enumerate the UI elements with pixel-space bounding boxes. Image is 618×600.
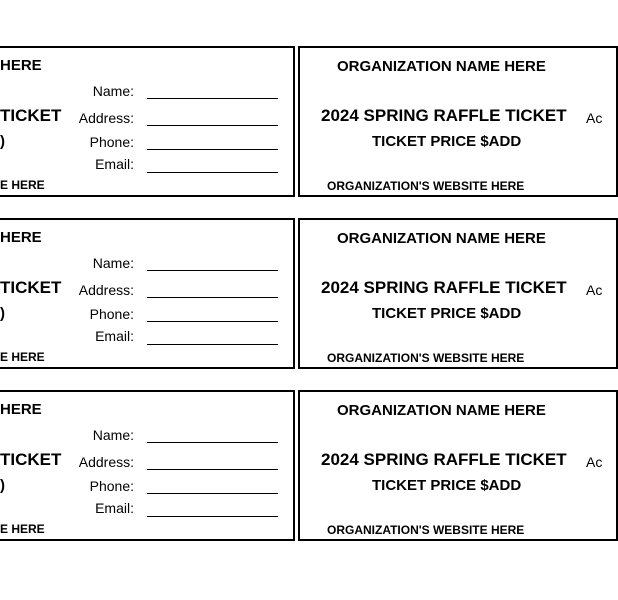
raffle-title: 2024 SPRING RAFFLE TICKET — [321, 278, 567, 297]
name-line — [147, 270, 278, 271]
email-line — [147, 172, 278, 173]
phone-label: Phone: — [89, 478, 134, 494]
phone-label: Phone: — [89, 134, 134, 150]
right-fragment: Ac — [586, 110, 603, 126]
email-label: Email: — [95, 328, 134, 344]
phone-line — [147, 149, 278, 150]
email-line — [147, 516, 278, 517]
name-label: Name: — [92, 83, 134, 99]
ticket-price: TICKET PRICE $ADD — [372, 305, 522, 322]
address-label: Address: — [78, 110, 134, 126]
name-line — [147, 442, 278, 443]
stub-title-fragment: TICKET — [0, 106, 62, 125]
raffle-title: 2024 SPRING RAFFLE TICKET — [321, 450, 567, 469]
stub-org-fragment: HERE — [0, 401, 42, 418]
phone-line — [147, 321, 278, 322]
stub-website-fragment: E HERE — [0, 178, 45, 192]
email-label: Email: — [95, 156, 134, 172]
name-label: Name: — [92, 255, 134, 271]
stub-website-fragment: E HERE — [0, 350, 45, 364]
email-line — [147, 344, 278, 345]
organization-website: ORGANIZATION'S WEBSITE HERE — [327, 523, 525, 537]
name-line — [147, 98, 278, 99]
stub-price-fragment: ) — [0, 305, 5, 322]
phone-line — [147, 493, 278, 494]
address-label: Address: — [78, 282, 134, 298]
stub-org-fragment: HERE — [0, 229, 42, 246]
phone-label: Phone: — [89, 306, 134, 322]
address-line — [147, 469, 278, 470]
stub-org-fragment: HERE — [0, 57, 42, 74]
organization-website: ORGANIZATION'S WEBSITE HERE — [327, 179, 525, 193]
ticket-price: TICKET PRICE $ADD — [372, 477, 522, 494]
ticket-price: TICKET PRICE $ADD — [372, 133, 522, 150]
stub-title-fragment: TICKET — [0, 278, 62, 297]
email-label: Email: — [95, 500, 134, 516]
organization-name: ORGANIZATION NAME HERE — [337, 230, 546, 247]
raffle-title: 2024 SPRING RAFFLE TICKET — [321, 106, 567, 125]
stub-title-fragment: TICKET — [0, 450, 62, 469]
stub-price-fragment: ) — [0, 133, 5, 150]
right-fragment: Ac — [586, 454, 603, 470]
address-line — [147, 297, 278, 298]
address-label: Address: — [78, 454, 134, 470]
organization-name: ORGANIZATION NAME HERE — [337, 58, 546, 75]
address-line — [147, 125, 278, 126]
stub-website-fragment: E HERE — [0, 522, 45, 536]
stub-price-fragment: ) — [0, 477, 5, 494]
organization-name: ORGANIZATION NAME HERE — [337, 402, 546, 419]
right-fragment: Ac — [586, 282, 603, 298]
organization-website: ORGANIZATION'S WEBSITE HERE — [327, 351, 525, 365]
name-label: Name: — [92, 427, 134, 443]
